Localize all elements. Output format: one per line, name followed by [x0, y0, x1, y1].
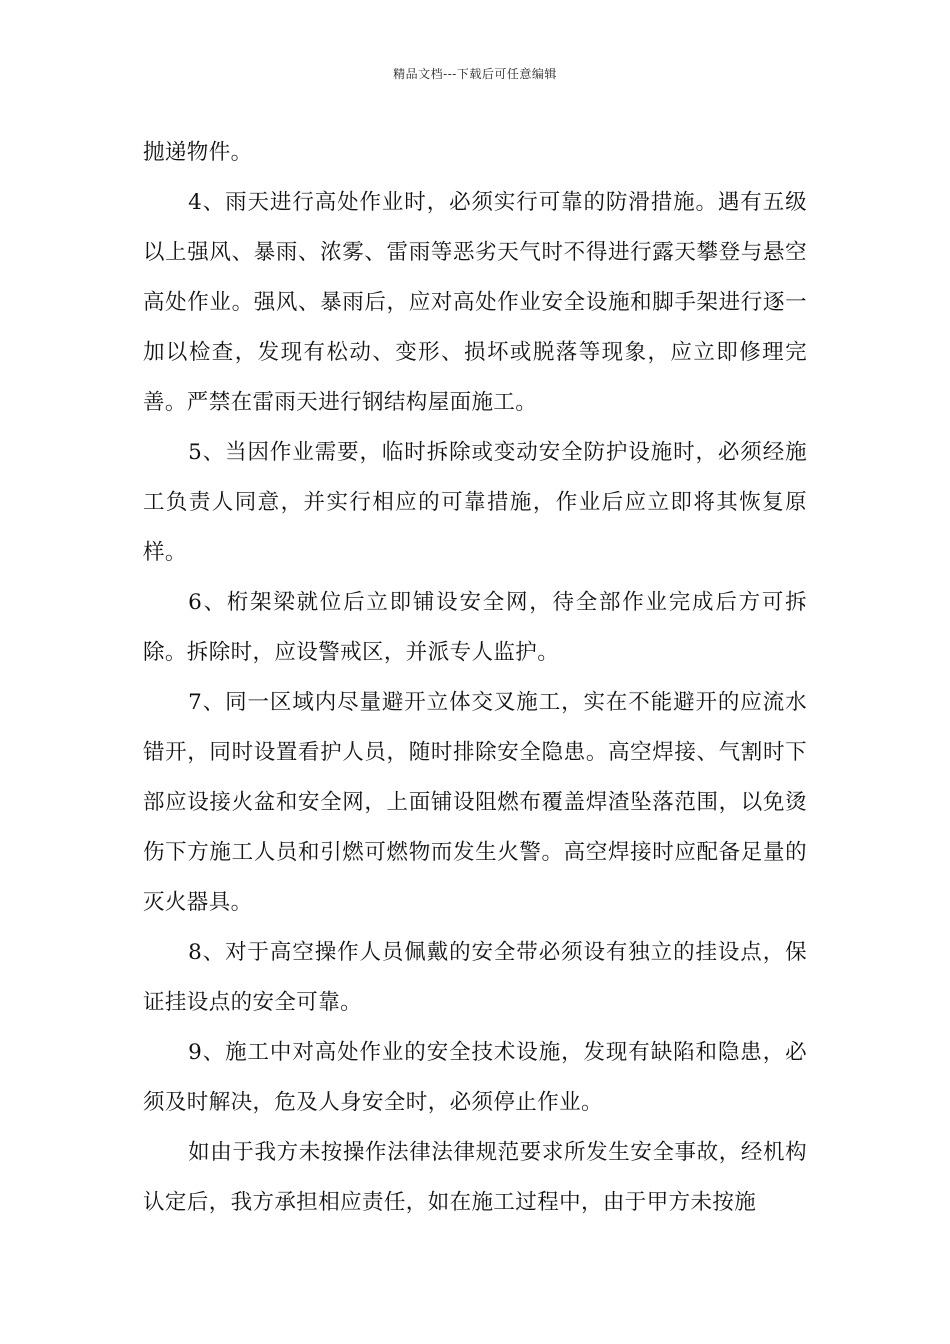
paragraph-item-7: 7、同一区域内尽量避开立体交叉施工，实在不能避开的应流水错开，同时设置看护人员，随时排除安全隐患。高空焊接、气割时下部应设接火盆和安全网，上面铺设阻燃布覆盖焊渣坠落范围，以免烫伤下方施工人员和引燃可燃物而发生火警。高空焊接时应配备足量的灭火器具。 — [143, 690, 807, 915]
paragraph-item-4: 4、雨天进行高处作业时，必须实行可靠的防滑措施。遇有五级以上强风、暴雨、浓雾、雷雨等恶劣天气时不得进行露天攀登与悬空高处作业。强风、暴雨后，应对高处作业安全设施和脚手架进行逐一加以检查，发现有松动、变形、损坏或脱落等现象，应立即修理完善。严禁在雷雨天进行钢结构屋面施工。 — [143, 190, 807, 415]
paragraph-item-9: 9、施工中对高处作业的安全技术设施，发现有缺陷和隐患，必须及时解决，危及人身安全时，必须停止作业。 — [143, 1040, 807, 1115]
paragraph-item-6: 6、桁架梁就位后立即铺设安全网，待全部作业完成后方可拆除。拆除时，应设警戒区，并派专人监护。 — [143, 590, 807, 665]
page-header: 精品文档---下载后可任意编辑 — [393, 67, 557, 81]
paragraph-liability: 如由于我方未按操作法律法律规范要求所发生安全事故，经机构认定后，我方承担相应责任，如在施工过程中，由于甲方未按施 — [143, 1140, 807, 1215]
paragraph-item-8: 8、对于高空操作人员佩戴的安全带必须设有独立的挂设点，保证挂设点的安全可靠。 — [143, 940, 807, 1015]
document-body — [143, 128, 807, 1228]
paragraph-item-5: 5、当因作业需要，临时拆除或变动安全防护设施时，必须经施工负责人同意，并实行相应的可靠措施，作业后应立即将其恢复原样。 — [143, 440, 807, 565]
paragraph-continuation: 抛递物件。 — [143, 140, 253, 165]
